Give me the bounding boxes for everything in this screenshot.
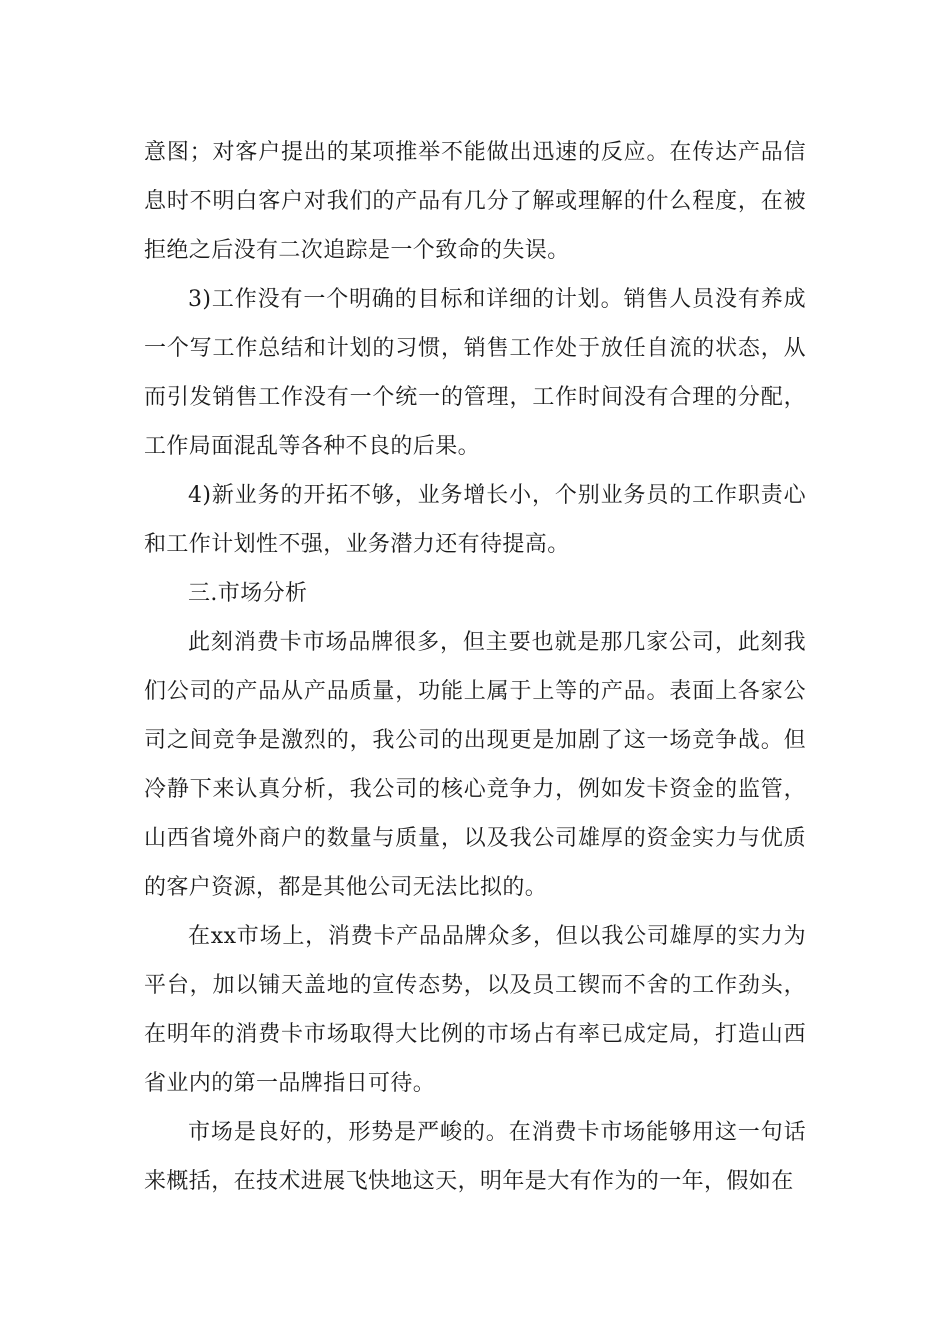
- paragraph-market-brands: 此刻消费卡市场品牌很多，但主要也就是那几家公司，此刻我们公司的产品从产品质量，功能上属于上等的产品。表面上各家公司之间竞争是激烈的，我公司的出现更是加剧了这一场竞争战。但冷静下来认真分析，我公司的核心竞争力，例如发卡资金的监管，山西省境外商户的数量与质量，以及我公司雄厚的资金实力与优质的客户资源，都是其他公司无法比拟的。: [144, 630, 806, 900]
- section-heading-market-analysis: 三.市场分析: [188, 581, 308, 606]
- paragraph-continuation: 意图；对客户提出的某项推举不能做出迅速的反应。在传达产品信息时不明白客户对我们的产品有几分了解或理解的什么程度，在被拒绝之后没有二次追踪是一个致命的失误。: [144, 140, 806, 263]
- paragraph-market-outlook: 市场是良好的，形势是严峻的。在消费卡市场能够用这一句话来概括，在技术进展飞快地这天，明年是大有作为的一年，假如在: [144, 1120, 806, 1194]
- paragraph-item-4: 4)新业务的开拓不够，业务增长小，个别业务员的工作职责心和工作计划性不强，业务潜力还有待提高。: [144, 483, 806, 557]
- paragraph-xx-market: 在xx市场上，消费卡产品品牌众多，但以我公司雄厚的实力为平台，加以铺天盖地的宣传态势，以及员工锲而不舍的工作劲头，在明年的消费卡市场取得大比例的市场占有率已成定局，打造山西省业内的第一品牌指日可待。: [144, 924, 806, 1096]
- document-body: [144, 128, 806, 1206]
- paragraph-item-3: 3)工作没有一个明确的目标和详细的计划。销售人员没有养成一个写工作总结和计划的习惯，销售工作处于放任自流的状态，从而引发销售工作没有一个统一的管理，工作时间没有合理的分配，工作局面混乱等各种不良的后果。: [144, 287, 806, 459]
